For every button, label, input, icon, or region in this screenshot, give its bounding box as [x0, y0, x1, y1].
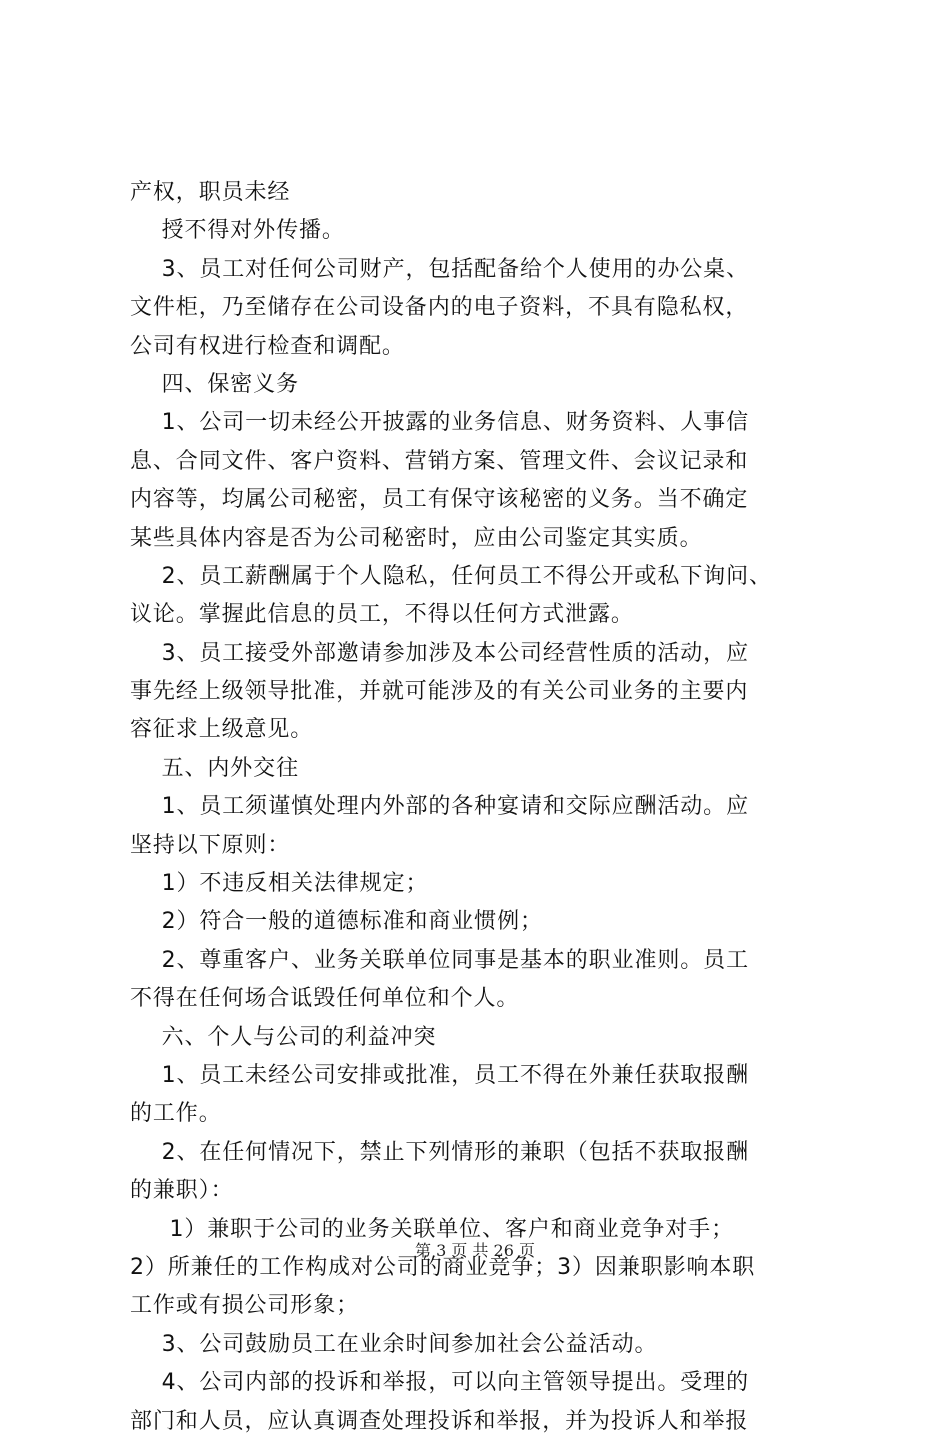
text-line: 1、员工须谨慎处理内外部的各种宴请和交际应酬活动。应 — [130, 794, 749, 820]
text-line: 3、员工接受外部邀请参加涉及本公司经营性质的活动，应 — [130, 640, 749, 666]
text-line: 事先经上级领导批准，并就可能涉及的有关公司业务的主要内 — [130, 679, 749, 705]
text-line: 议论。掌握此信息的员工，不得以任何方式泄露。 — [130, 602, 634, 628]
text-line: 2、员工薪酬属于个人隐私，任何员工不得公开或私下询问、 — [130, 563, 772, 589]
text-line: 2、在任何情况下，禁止下列情形的兼职（包括不获取报酬 — [130, 1139, 749, 1165]
text-line: 产权，职员未经 — [130, 180, 291, 205]
text-line: 2、尊重客户、业务关联单位同事是基本的职业准则。员工 — [130, 947, 749, 973]
text-line: 3、员工对任何公司财产，包括配备给个人使用的办公桌、 — [130, 256, 749, 282]
text-line: 1、员工未经公司安排或批准，员工不得在外兼任获取报酬 — [130, 1062, 749, 1088]
text-line: 的工作。 — [130, 1101, 222, 1127]
text-line: 1）兼职于公司的业务关联单位、客户和商业竞争对手； — [130, 1216, 734, 1242]
text-line: 容征求上级意见。 — [130, 717, 314, 743]
text-line: 不得在任何场合诋毁任何单位和个人。 — [130, 986, 520, 1012]
text-line: 某些具体内容是否为公司秘密时，应由公司鉴定其实质。 — [130, 525, 703, 551]
page-number-footer: 第 3 页 共 26 页 — [415, 1241, 535, 1260]
section-heading: 六、个人与公司的利益冲突 — [130, 1024, 437, 1050]
text-line: 1）不违反相关法律规定； — [130, 871, 429, 897]
text-line: 公司有权进行检查和调配。 — [130, 333, 405, 359]
text-line: 坚持以下原则： — [130, 832, 291, 858]
text-line: 2）符合一般的道德标准和商业惯例； — [130, 909, 543, 935]
text-line: 内容等，均属公司秘密，员工有保守该秘密的义务。当不确定 — [130, 487, 749, 513]
text-line: 1、公司一切未经公开披露的业务信息、财务资料、人事信 — [130, 410, 749, 436]
text-line: 授不得对外传播。 — [130, 218, 345, 244]
text-line: 部门和人员，应认真调查处理投诉和举报，并为投诉人和举报 — [130, 1408, 749, 1434]
text-line: 息、合同文件、客户资料、营销方案、管理文件、会议记录和 — [130, 448, 749, 474]
text-line: 文件柜，乃至储存在公司设备内的电子资料，不具有隐私权， — [130, 295, 749, 321]
section-heading: 五、内外交往 — [130, 755, 299, 781]
text-line: 4、公司内部的投诉和举报，可以向主管领导提出。受理的 — [130, 1370, 749, 1396]
text-line: 的兼职）： — [130, 1178, 234, 1204]
text-line: 工作或有损公司形象； — [130, 1293, 360, 1319]
text-line: 3、公司鼓励员工在业余时间参加社会公益活动。 — [130, 1331, 658, 1357]
section-heading: 四、保密义务 — [130, 371, 299, 397]
text-line: 2）所兼任的工作构成对公司的商业竞争；3）因兼职影响本职 — [130, 1254, 756, 1280]
